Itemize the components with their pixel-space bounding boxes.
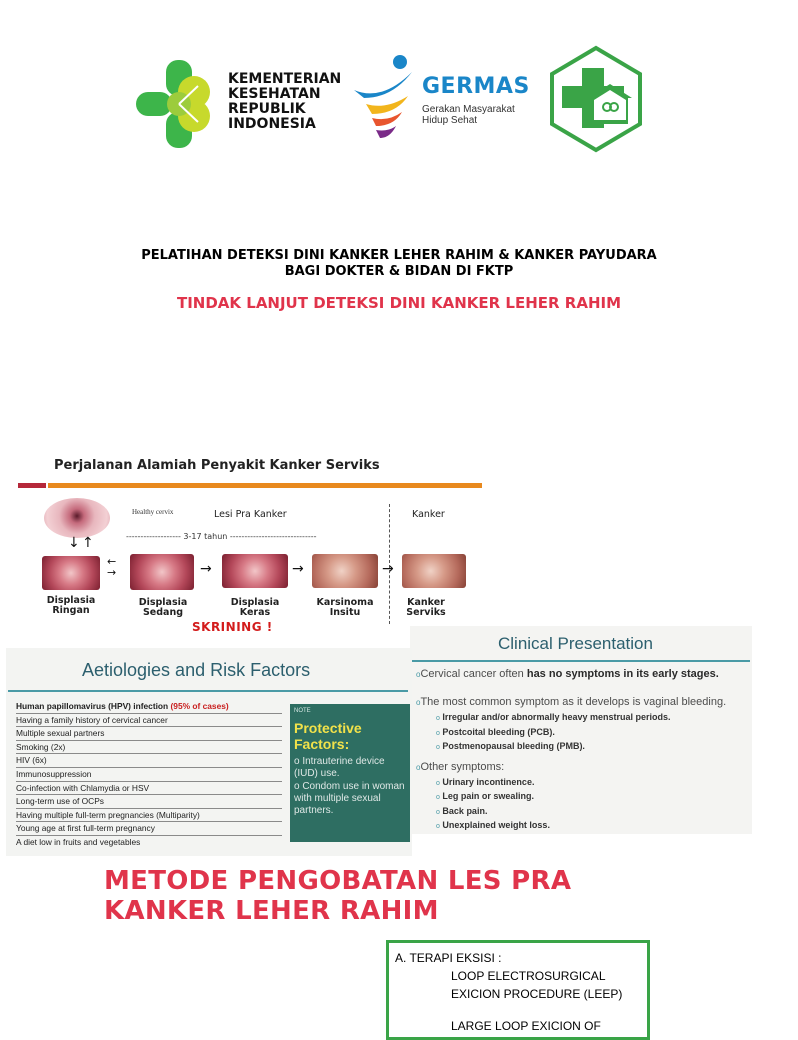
- risk-factor-item: Co-infection with Chlamydia or HSV: [16, 782, 282, 796]
- clinical-presentation-panel: [410, 626, 752, 834]
- excision-heading: A. TERAPI EKSISI :: [395, 951, 502, 965]
- clinical-point-3: oOther symptoms:: [416, 760, 505, 773]
- germas-logo: [352, 52, 542, 148]
- aetiologies-panel: [6, 648, 412, 856]
- duration-label: ------------------- 3-17 tahun ------------------------------: [126, 532, 317, 541]
- bullet-icon: o: [416, 698, 421, 707]
- stage-label-1: Displasia Ringan: [46, 595, 96, 616]
- risk-factor-item: HIV (6x): [16, 754, 282, 768]
- down-arrow-icon: ↓: [68, 535, 80, 551]
- excision-line: LOOP ELECTROSURGICAL: [451, 969, 606, 983]
- up-arrow-icon: ↑: [82, 535, 94, 551]
- lesi-pra-kanker-label: Lesi Pra Kanker: [214, 509, 287, 520]
- stage-label-3: Displasia Keras: [230, 597, 280, 618]
- natural-course-title: Perjalanan Alamiah Penyakit Kanker Serviks: [54, 458, 380, 473]
- note-label: NOTE: [294, 708, 311, 714]
- clinical-point-2: oThe most common symptom as it develops is vaginal bleeding.: [416, 696, 727, 708]
- clinical-subpoint: o Back pain.: [436, 805, 488, 816]
- risk-factor-item: Long-term use of OCPs: [16, 795, 282, 809]
- risk-factor-item: Having a family history of cervical cancer: [16, 714, 282, 728]
- risk-factor-item: Immunosuppression: [16, 768, 282, 782]
- clinical-subpoint: o Irregular and/or abnormally heavy menstrual periods.: [436, 712, 671, 722]
- clinical-title: Clinical Presentation: [498, 634, 653, 653]
- risk-factor-item: Human papillomavirus (HPV) infection (95% of cases): [16, 700, 282, 714]
- clinical-subpoint: o Unexplained weight loss.: [436, 820, 550, 830]
- title-bar-orange: [48, 483, 482, 488]
- note-title: Protective Factors:: [294, 720, 362, 752]
- clinical-body: [416, 668, 750, 834]
- bullet-icon: o: [416, 762, 421, 772]
- stage-label-2: Displasia Sedang: [138, 597, 188, 618]
- clinical-subpoint: o Postcoital bleeding (PCB).: [436, 726, 555, 737]
- method-title: METODE PENGOBATAN LES PRA KANKER LEHER RAHIM: [104, 866, 572, 926]
- note-item: o Condom use in woman with multiple sexual partners.: [294, 781, 405, 816]
- stage-label-4: Karsinoma Insitu: [316, 597, 374, 618]
- germas-logo-icon: [352, 52, 422, 148]
- risk-factor-item: Young age at first full-term pregnancy: [16, 822, 282, 836]
- excision-therapy-box: [386, 940, 650, 1040]
- healthy-cervix-image: [44, 498, 110, 538]
- kemenkes-name: KEMENTERIAN KESEHATAN REPUBLIK INDONESIA: [228, 71, 342, 132]
- puskesmas-logo: [548, 44, 644, 152]
- excision-line: LARGE LOOP EXICION OF: [451, 1019, 601, 1033]
- training-title: PELATIHAN DETEKSI DINI KANKER LEHER RAHIM & KANKER PAYUDARA BAGI DOKTER & BIDAN DI FKTP: [141, 248, 657, 279]
- kemenkes-logo-icon: [136, 56, 226, 152]
- clinical-title-rule: [412, 660, 750, 662]
- logo-row: [0, 40, 768, 160]
- right-arrow-icon: →: [200, 561, 212, 577]
- excision-line: EXICION PROCEDURE (LEEP): [451, 987, 623, 1001]
- protective-factors-note: [290, 704, 410, 842]
- stage-image-2: [130, 554, 194, 590]
- stage-label-5: Kanker Serviks: [406, 597, 446, 618]
- risk-factor-item: A diet low in fruits and vegetables: [16, 836, 141, 847]
- germas-title: GERMAS: [422, 74, 530, 99]
- risk-factor-list: [16, 700, 282, 850]
- stage-image-4: [312, 554, 378, 588]
- right-arrow-icon: →: [382, 561, 394, 577]
- right-arrow-icon: →: [292, 561, 304, 577]
- stage-image-3: [222, 554, 288, 588]
- healthy-cervix-label: Healthy cervix: [132, 508, 174, 516]
- aetiologies-title: Aetiologies and Risk Factors: [82, 660, 311, 680]
- left-arrow-icon: ←: [107, 555, 117, 568]
- stage-image-5: [402, 554, 466, 588]
- note-item: o Intrauterine device (IUD) use.: [294, 756, 385, 779]
- natural-course-figure: [16, 452, 484, 644]
- clinical-subpoint: o Leg pain or swealing.: [436, 791, 534, 801]
- clinical-subpoint: o Postmenopausal bleeding (PMB).: [436, 741, 585, 751]
- right-arrow-icon: →: [107, 566, 117, 579]
- risk-factor-item: Multiple sexual partners: [16, 727, 282, 741]
- kemenkes-logo: [136, 56, 346, 152]
- risk-factor-item: Smoking (2x): [16, 741, 282, 755]
- kanker-label: Kanker: [412, 509, 445, 520]
- risk-factor-item: Having multiple full-term pregnancies (Multiparity): [16, 809, 282, 823]
- clinical-subpoint: o Urinary incontinence.: [436, 776, 535, 787]
- note-list: [294, 756, 408, 818]
- aetiologies-title-rule: [8, 690, 408, 692]
- germas-subtitle: Gerakan Masyarakat Hidup Sehat: [422, 104, 515, 126]
- puskesmas-logo-icon: [548, 44, 644, 152]
- title-bar-red: [18, 483, 46, 488]
- bullet-icon: o: [416, 670, 421, 679]
- stage-image-1: [42, 556, 100, 590]
- screening-label: SKRINING !: [192, 620, 273, 634]
- clinical-point-1: oCervical cancer often has no symptoms in its early stages.: [416, 668, 719, 680]
- section-subtitle: TINDAK LANJUT DETEKSI DINI KANKER LEHER RAHIM: [176, 294, 622, 312]
